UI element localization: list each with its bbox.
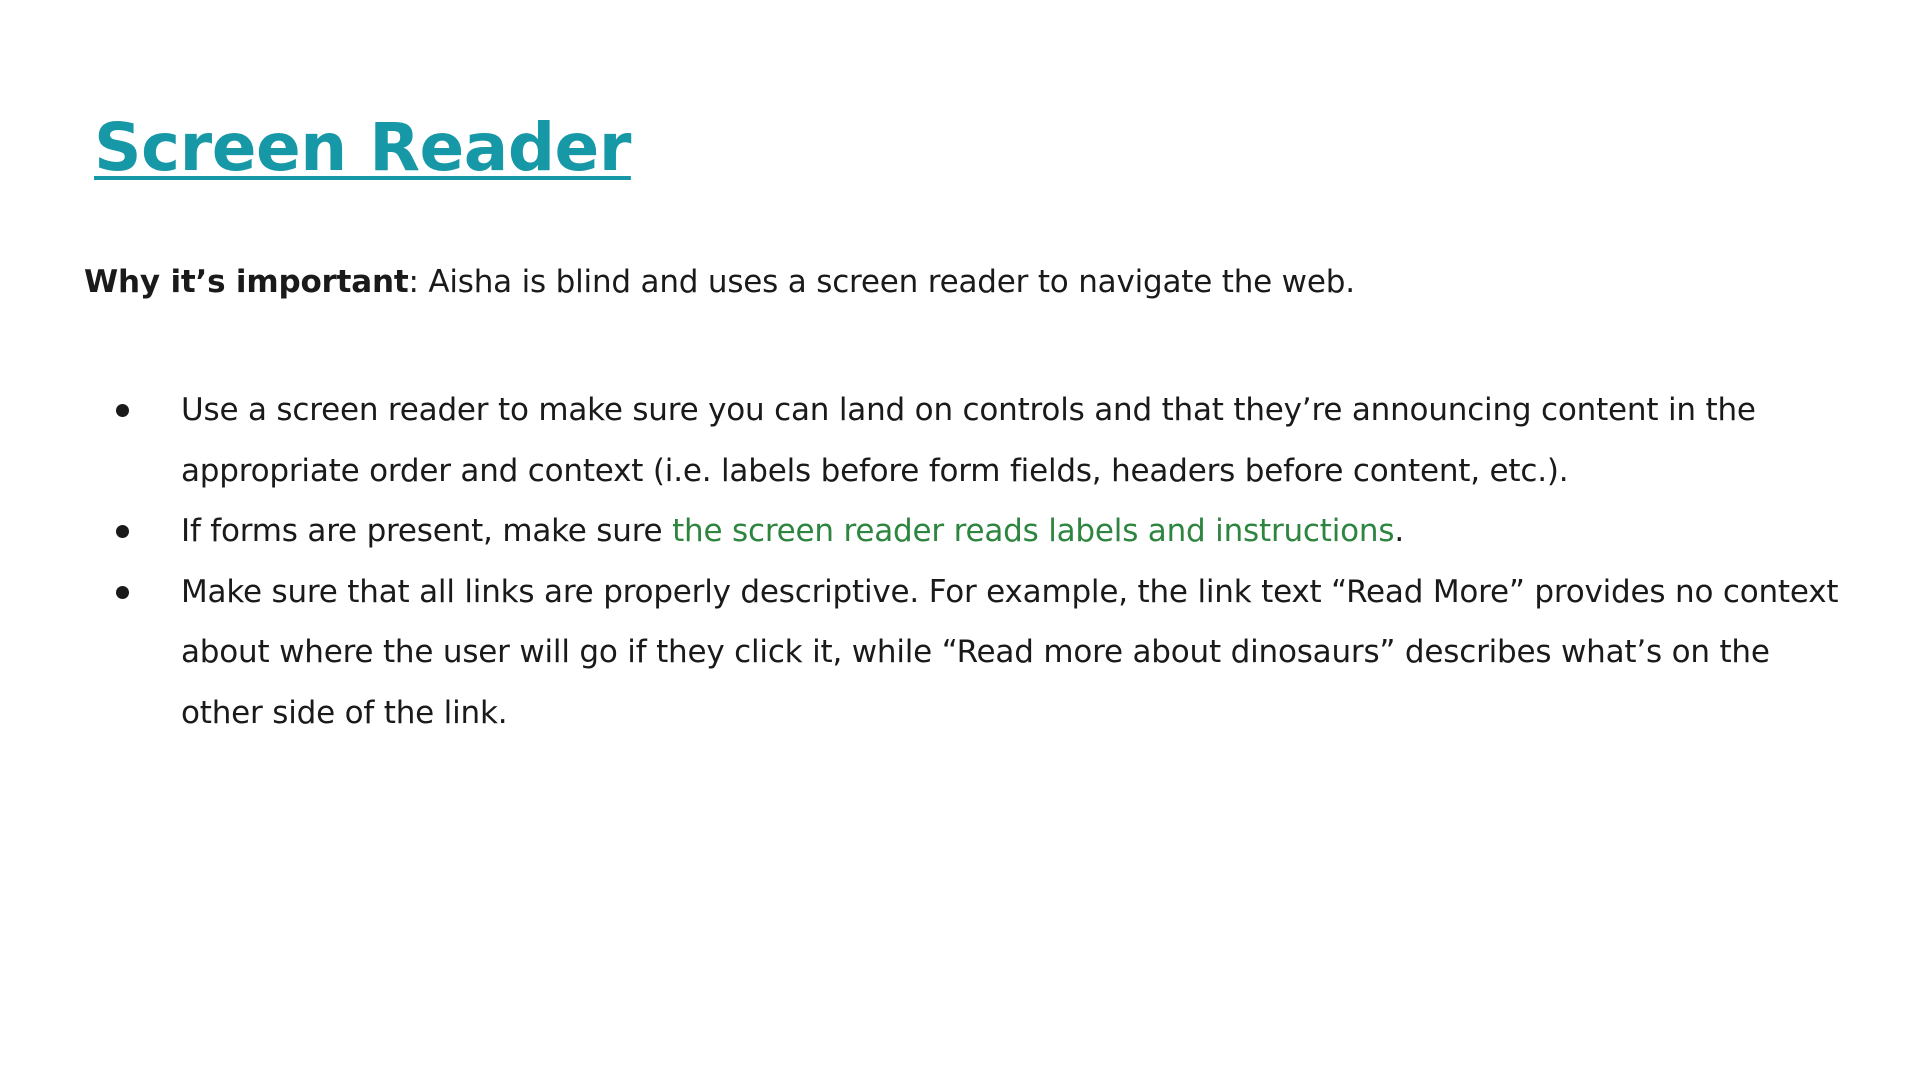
slide-title: Screen Reader [94,109,631,186]
bullet-dot-icon [116,525,129,538]
bullet-dot-icon [116,404,129,417]
bullet-text-after-link: . [1394,513,1404,549]
intro-lead: Why it’s important [84,264,409,300]
bullet-text: Make sure that all links are properly descriptive. For example, the link text “Read More” provides no context about where the user will go if they click it, while “Read more about dinosaurs” describes what’s on the other side of the link. [181,573,1839,731]
bullet-item [110,380,1850,501]
bullet-text-before-link: If forms are present, make sure [181,513,673,549]
intro-paragraph [84,258,1355,306]
bullet-text: Use a screen reader to make sure you can land on controls and that they’re announcing content in the appropriate order and context (i.e. labels before form fields, headers before content, etc.). [181,392,1756,489]
intro-text: : Aisha is blind and uses a screen reader to navigate the web. [408,264,1355,300]
screen-reader-labels-link[interactable]: the screen reader reads labels and instructions [672,513,1395,549]
bullet-dot-icon [116,586,129,599]
bullet-item [110,562,1850,744]
bullet-item [110,501,1850,562]
bullet-list [110,380,1850,743]
